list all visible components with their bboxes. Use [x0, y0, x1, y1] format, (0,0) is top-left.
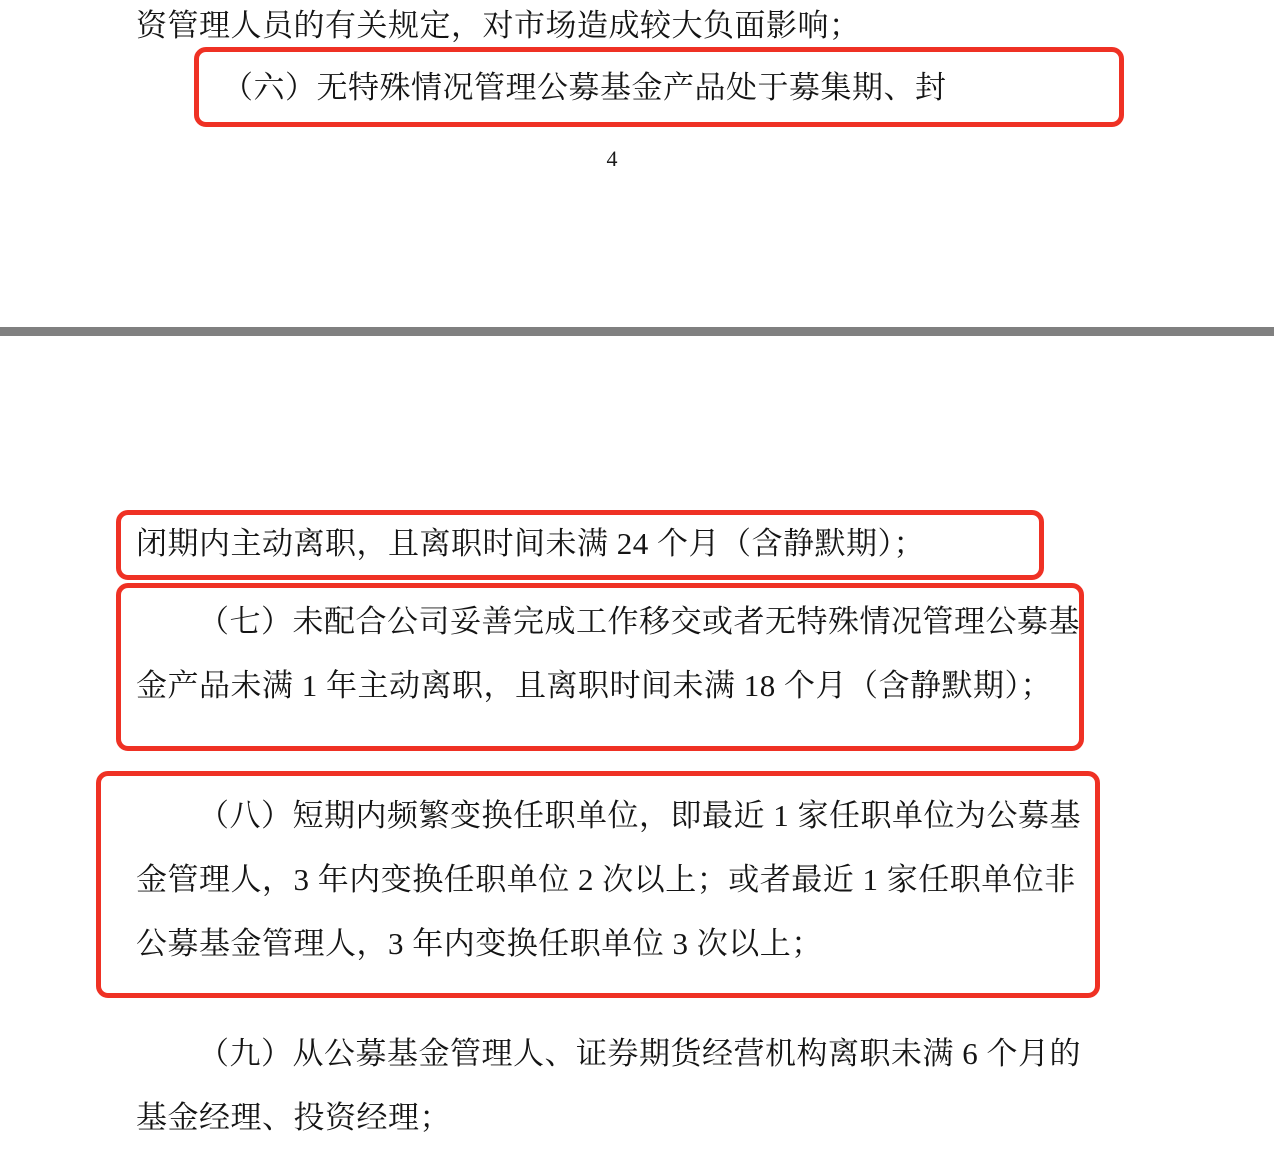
continued-paragraph-line: 资管理人员的有关规定，对市场造成较大负面影响； [136, 8, 861, 43]
clause-seven-text: （七）未配合公司妥善完成工作移交或者无特殊情况管理公募基金产品未满 1 年主动离职，且离职时间未满 18 个月（含静默期）； [136, 604, 1080, 703]
page-number: 4 [606, 146, 618, 171]
clause-six-text: （六）无特殊情况管理公募基金产品处于募集期、封 [222, 70, 947, 105]
continued-paragraph-line-2: 闭期内主动离职，且离职时间未满 24 个月（含静默期）； [136, 526, 925, 561]
clause-nine-text: （九）从公募基金管理人、证券期货经营机构离职未满 6 个月的基金经理、投资经理； [136, 1036, 1081, 1135]
page-separator-bar [0, 327, 1274, 336]
clause-eight-text: （八）短期内频繁变换任职单位，即最近 1 家任职单位为公募基金管理人，3 年内变换任职单位 2 次以上；或者最近 1 家任职单位非公募基金管理人，3 年内变换任职单位 3 次以上； [136, 798, 1081, 961]
